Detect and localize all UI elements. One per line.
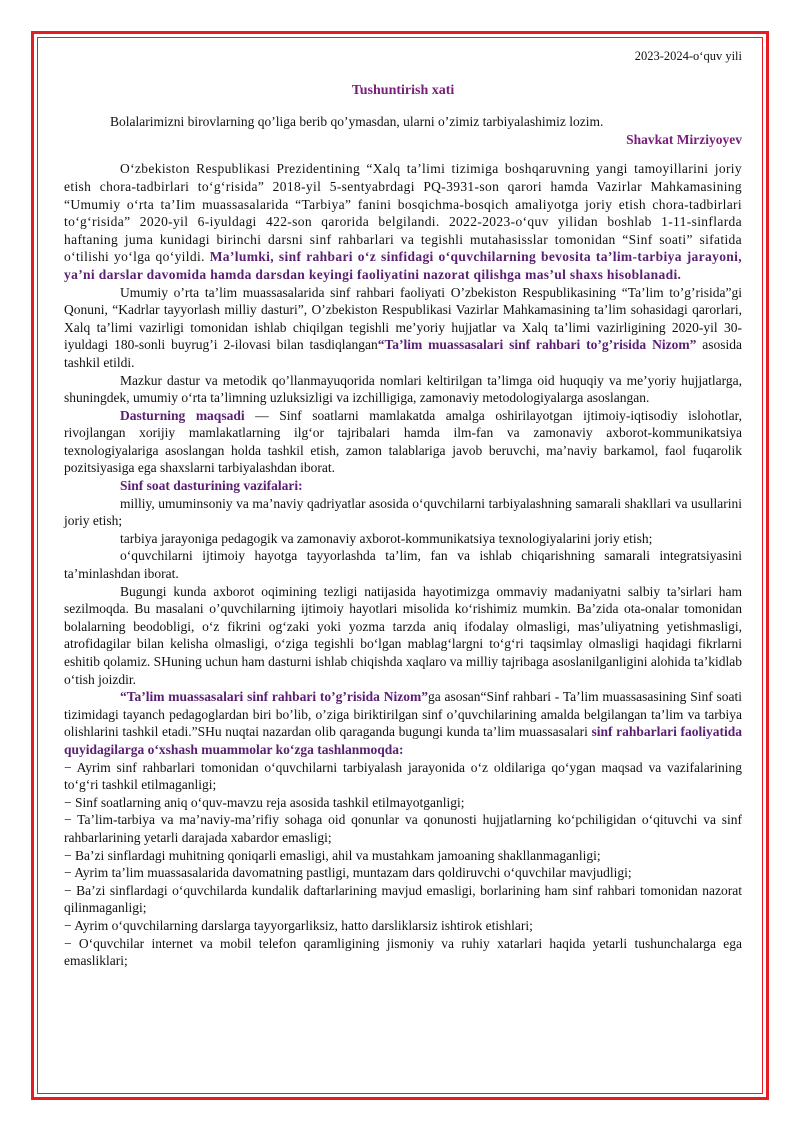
problem-item: − Ayrim o‘quvchilarning darslarga tayyorgarliksiz, hatto darsliklarsiz ishtirok etishlari;	[64, 917, 533, 933]
epigraph-author: Shavkat Mirziyoyev	[626, 131, 742, 147]
task-item: o‘quvchilarni ijtimoiy hayotga tayyorlashda ta’lim, fan va ishlab chiqarishning samarali integratsiyasini ta’minlashdan iborat.	[64, 548, 742, 582]
paragraph-intro-text: O‘zbekiston Respublikasi Prezidentining “Xalq ta’limi tizimiga boshqaruvning yangi tamoyillarini joriy etish chora-tadbirlari to‘g‘risida” 2018-yil 5-sentyabrdagi PQ-3931-son qarori hamda Vazirlar Mahkamasining “Umumiy o‘rta ta’Iim muassasalarida “Tarbiya” fanini bosqichma-bosqich amaliyotga joriy etish chora-tadbirlari to‘g‘risida” 2020-yil 6-iyuldagi 422-son qarorida belgilandi. 2022-2023-o‘quv yilidan boshlab 1-11-sinflarda haftaning juma kunidagi birinchi darsni sinf rahbarlari va tegishli mutahasisslar tomonidan “Sinf soati” sifatida o‘tilishi yo‘lga qo‘yildi.	[64, 161, 742, 265]
academic-year: 2023-2024-o‘quv yili	[634, 49, 742, 63]
problem-item: − Ba’zi sinflardagi o‘quvchilarda kundalik daftarlarining mavjud emasligi, borlarining ham sinf rahbari tomonidan nazorat qilinmaganligi;	[64, 882, 742, 916]
tasks-heading: Sinf soat dasturining vazifalari:	[120, 478, 303, 494]
goal-text: — Sinf soatlarni mamlakatda amalga oshirilayotgan ijtimoiy-iqtisodiy islohotlar, rivojlangan xorijiy mamlakatlarning ilg‘or tajribalari hamda ilm-fan va zamonaviy axborot-kommunikatsiya texnologiyalariga asoslangan holda tashkil etish, zamon talablariga javob beruvchi, ma’naviy barkamol, faol fuqarolik pozitsiyasiga ega shaxslarni tarbiyalashdan iborat.	[64, 407, 742, 476]
problem-item: − O‘quvchilar internet va mobil telefon qaramligining jismoniy va ruhiy xatarlari haqida yetarli tushunchalarga ega emasliklari;	[64, 935, 742, 969]
paragraph-goal	[64, 407, 742, 477]
task-item: tarbiya jarayoniga pedagogik va zamonaviy axborot-kommunikatsiya texnologiyalarini joriy etish;	[120, 530, 653, 546]
goal-heading: Dasturning maqsadi	[120, 407, 245, 423]
paragraph-regulation	[64, 688, 742, 758]
paragraph-legal-basis-bold: “Ta’lim muassasalari sinf rahbari to’g’risida Nizom”	[377, 337, 697, 353]
problem-item: − Ba’zi sinflardagi muhitning qoniqarli emasligi, ahil va mustahkam jamoaning shakllanmaganligi;	[64, 847, 601, 863]
regulation-title: “Ta’lim muassasalari sinf rahbari to’g’risida Nizom”	[120, 689, 428, 705]
problem-item: − Ayrim ta’lim muassasalarida davomatning pastligi, muntazam dars qoldiruvchi o‘quvchilar mavjudligi;	[64, 865, 632, 881]
paragraph-methodology: Mazkur dastur va metodik qo’llanmayuqorida nomlari keltirilgan ta’limga oid huquqiy va me’yoriy hujjatlarga, shuningdek, umumiy o‘rta ta’limning uzluksizligi va izchilligiga, zamonaviy metodologiyalarga asoslangan.	[64, 372, 742, 406]
paragraph-context: Bugungi kunda axborot oqimining tezligi natijasida hayotimizga ommaviy madaniyatni salbiy ta’sirlari ham sezilmoqda. Bu masalani o’quvchilarning ijtimoiy hayotlari misolida ko‘rishimiz mumkin. Ba’zida ota-onalar tomonidan bolalarning beodobligi, o‘z fikrini og‘zaki yoki yozma tarzda aniq ifodalay olmasligi, mas’uliyatning yetishmasligi, atrofidagilar bilan kelisha olmasligi, o‘ziga tegishli bo‘lgan mablag‘largni to‘g‘ri taqsimlay olmasligi haqidagi fikrlarni eshitib qolamiz. SHuning uchun ham dasturni ishlab chiqishda xaqlaro va milliy tajribaga asoslanilganligini alohida ta’kidlab o‘tish joizdir.	[64, 583, 742, 687]
epigraph-quote: Bolalarimizni birovlarning qo’liga berib qo’ymasdan, ularni o’zimiz tarbiyalashimiz lozim.	[110, 114, 604, 130]
regulation-problems-lead: sinf rahbarlari faoliyatida quyidagilarga o‘xshash muammolar ko‘zga tashlanmoqda:	[64, 724, 742, 757]
paragraph-legal-basis-text: Umumiy o’rta ta’lim muassasalarida sinf rahbari faoliyati O’zbekiston Respublikasining “Ta’lim to’g’risida”gi Qonuni, “Kadrlar tayyorlash milliy dasturi”, O’zbekiston Respublikasi Vazirlar Mahkamasining ta’lim sohasidagi qarorlari, Xalq ta’limi vazirligi tomonidan ishlab chiqilgan tegishli me’yoriy hujjatlar va Xalq ta’limi vazirligining 2020-yil 30-iyuldagi 180-sonli buyrug’i 2-ilovasi bilan tasdiqlangan	[64, 284, 742, 353]
regulation-text: ga asosan“Sinf rahbari - Ta’lim muassasasining Sinf soati tizimidagi tayanch pedagoglardan biri bo’lib, o’ziga biriktirilgan sinf o’quvchilarining amalda belgilangan ta’lim va tarbiya olishlarini tashkil etadi.”SHu nuqtai nazardan olib qaraganda bugungi kunda ta’lim muassasalari	[64, 689, 742, 740]
document-title: Tushuntirish xati	[351, 82, 455, 98]
paragraph-intro	[64, 160, 742, 283]
paragraph-legal-basis	[64, 284, 742, 372]
paragraph-intro-bold: Ma’lumki, sinf rahbari o‘z sinfidagi o‘quvchilarning bevosita ta’lim-tarbiya jarayoni, ya’ni darslar davomida hamda darsdan keyingi faoliyatini nazorat qilishga mas’ul shaxs hisoblanadi.	[64, 249, 742, 282]
paragraph-legal-basis-tail: asosida tashkil etildi.	[64, 337, 742, 370]
document-body	[64, 48, 742, 970]
problem-item: − Sinf soatlarning aniq o‘quv-mavzu reja asosida tashkil etilmayotganligi;	[64, 794, 465, 810]
task-item: milliy, umuminsoniy va ma’naviy qadriyatlar asosida o‘quvchilarni tarbiyalashning samarali shakllari va usullarini joriy etish;	[64, 495, 742, 529]
problem-item: − Ayrim sinf rahbarlari tomonidan o‘quvchilarni tarbiyalash jarayonida o‘z oldilariga qo‘ygan maqsad va vazifalarining to‘g‘ri tashkil etilmaganligi;	[64, 759, 742, 793]
problem-item: − Ta’lim-tarbiya va ma’naviy-ma’rifiy sohaga oid qonunlar va qonunosti hujjatlarning ko‘pchiligidan o‘qituvchi va sinf rahbarlarining yetarli darajada xabardor emasligi;	[64, 812, 742, 845]
